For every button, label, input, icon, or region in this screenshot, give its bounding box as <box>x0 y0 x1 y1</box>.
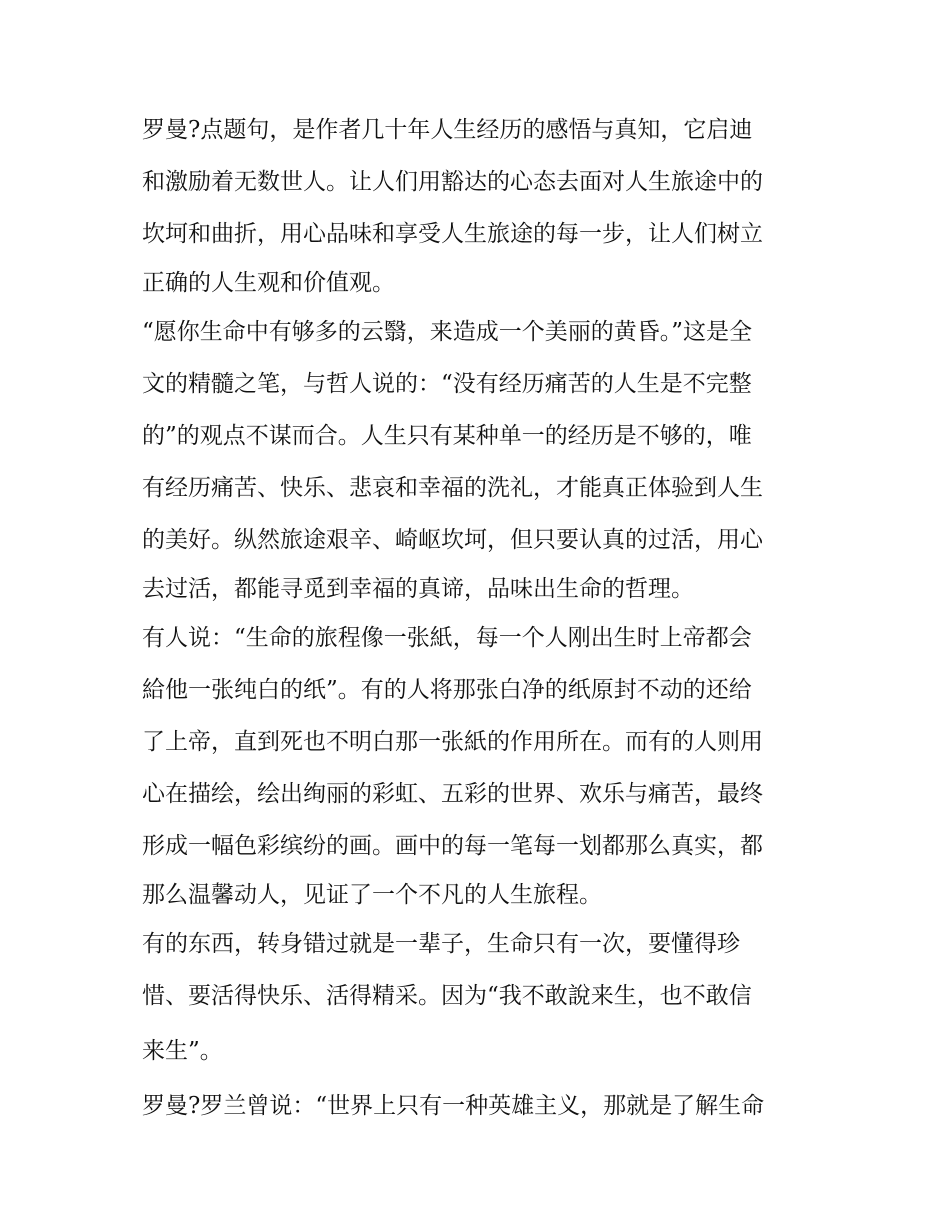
text-line: 文的精髓之笔，与哲人说的：“没有经历痛苦的人生是不完整 <box>142 371 752 397</box>
text-line: 去过活，都能寻觅到幸福的真谛，品味出生命的哲理。 <box>142 576 694 602</box>
paragraph-4 <box>142 918 822 1080</box>
text-line: 形成一幅色彩缤纷的画。画中的每一笔每一划都那么真实，都 <box>142 833 763 859</box>
document-body <box>142 104 822 1132</box>
text-line: “愿你生命中有够多的云翳，来造成一个美丽的黄昏。”这是全 <box>142 319 753 345</box>
paragraph-5 <box>142 1080 822 1132</box>
text-line: 的”的观点不谋而合。人生只有某种单一的经历是不够的，唯 <box>142 423 752 449</box>
text-line: 有人说：“生命的旅程像一张紙，每一个人刚出生时上帝都会 <box>142 625 752 651</box>
text-line: 的美好。纵然旅途艰辛、崎岖坎坷，但只要认真的过活，用心 <box>142 527 763 553</box>
text-line: 坎坷和曲折，用心品味和享受人生旅途的每一步，让人们树立 <box>142 221 763 247</box>
text-line: 了上帝，直到死也不明白那一张紙的作用所在。而有的人则用 <box>142 729 763 755</box>
paragraph-1 <box>142 104 822 306</box>
text-line: 有经历痛苦、快乐、悲哀和幸福的洗礼，才能真正体验到人生 <box>142 475 763 501</box>
text-line: 那么温馨动人，见证了一个不凡的人生旅程。 <box>142 882 602 908</box>
paragraph-2 <box>142 306 822 612</box>
paragraph-3 <box>142 612 822 918</box>
text-line: 心在描绘，绘出绚丽的彩虹、五彩的世界、欢乐与痛苦，最终 <box>142 781 763 807</box>
text-line: 罗曼?点题句，是作者几十年人生经历的感悟与真知，它启迪 <box>142 117 753 143</box>
text-line: 正确的人生观和价值观。 <box>142 270 395 296</box>
text-line: 罗曼?罗兰曾说：“世界上只有一种英雄主义，那就是了解生命 <box>142 1093 765 1119</box>
text-line: 和激励着无数世人。让人们用豁达的心态去面对人生旅途中的 <box>142 169 763 195</box>
text-line: 惜、要活得快乐、活得精采。因为“我不敢說来生，也不敢信 <box>142 983 752 1009</box>
text-line: 給他一张纯白的纸”。有的人将那张白净的纸原封不动的还给 <box>142 677 752 703</box>
text-line: 有的东西，转身错过就是一辈子，生命只有一次，要懂得珍 <box>142 931 740 957</box>
text-line: 来生”。 <box>142 1038 223 1064</box>
